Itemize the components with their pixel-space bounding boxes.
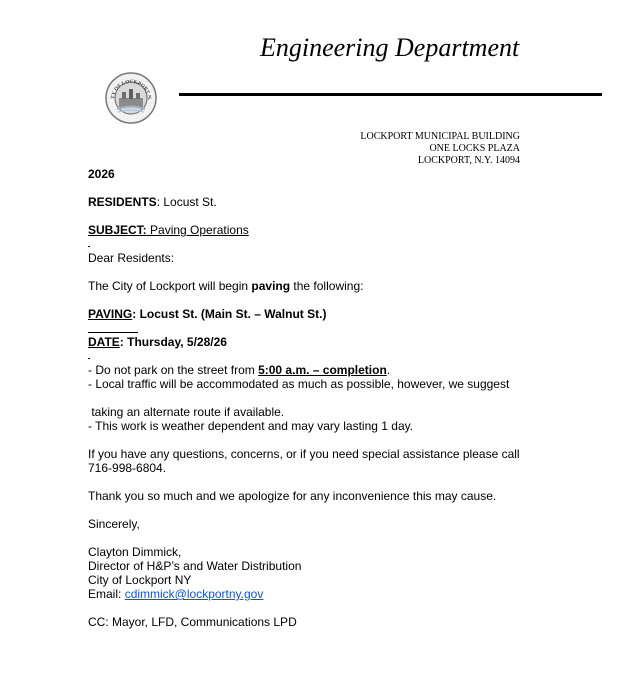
bullet-1 (88, 363, 390, 377)
date-line (88, 335, 227, 349)
paving-line (88, 307, 326, 321)
department-title: Engineering Department (260, 33, 520, 62)
bullet-1-bold: 5:00 a.m. – completion (258, 363, 387, 377)
line-mark (88, 358, 90, 359)
bullet-2-line-1: - Local traffic will be accommodated as much as possible, however, we suggest (88, 377, 510, 391)
separator-line (88, 332, 138, 333)
subject-line (88, 223, 249, 237)
subject-value: Paving Operations (146, 223, 249, 237)
salutation: Dear Residents: (88, 251, 175, 265)
subject-label: SUBJECT: (88, 223, 147, 237)
date-value: : Thursday, 5/28/26 (119, 335, 227, 349)
paving-value: : Locust St. (Main St. – Walnut St.) (132, 307, 327, 321)
residents-line (88, 195, 217, 209)
questions-line-1: If you have any questions, concerns, or if you need special assistance please call (88, 447, 520, 461)
thanks-line: Thank you so much and we apologize for any inconvenience this may cause. (88, 489, 497, 503)
date-label: DATE (88, 335, 120, 349)
email-label: Email: (88, 587, 125, 601)
city-seal-logo (105, 72, 157, 124)
header-rule (179, 93, 602, 96)
residents-value: : Locust St. (156, 195, 217, 209)
intro-bold: paving (251, 279, 291, 293)
signer-title: Director of H&P’s and Water Distribution (88, 559, 302, 573)
address-block (300, 131, 520, 167)
year: 2026 (88, 167, 115, 181)
svg-text:CITY OF LOCKPORT N.Y.: TY OF LOCKPORT N. (109, 78, 153, 101)
bullet-1-suffix: . (386, 363, 391, 377)
intro-prefix: The City of Lockport will begin (88, 279, 252, 293)
residents-label: RESIDENTS (88, 195, 157, 209)
bullet-3: - This work is weather dependent and may vary lasting 1 day. (88, 419, 414, 433)
intro-line (88, 279, 363, 293)
address-line-2: ONE LOCKS PLAZA (429, 143, 520, 154)
intro-suffix: the following: (290, 279, 364, 293)
paving-label: PAVING (88, 307, 133, 321)
signer-org: City of Lockport NY (88, 573, 192, 587)
address-line-1: LOCKPORT MUNICIPAL BUILDING (360, 131, 520, 142)
address-line-3: LOCKPORT, N.Y. 14094 (417, 155, 520, 166)
email-link[interactable]: cdimmick@lockportny.gov (124, 587, 264, 601)
signer-name: Clayton Dimmick, (88, 545, 182, 559)
line-mark (88, 246, 90, 247)
closing: Sincerely, (88, 517, 140, 531)
questions-line-2: 716-998-6804. (88, 461, 167, 475)
cc-line: CC: Mayor, LFD, Communications LPD (88, 615, 297, 629)
email-line (88, 587, 263, 601)
bullet-1-prefix: - Do not park on the street from (88, 363, 259, 377)
bullet-2-line-2: taking an alternate route if available. (88, 405, 285, 419)
